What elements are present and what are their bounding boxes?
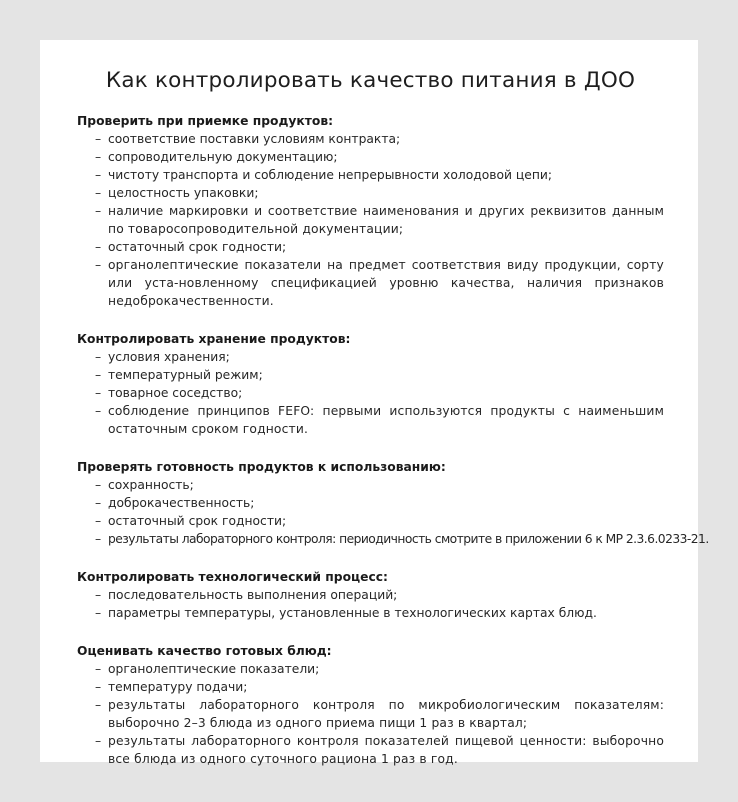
list-item-text: целостность упаковки; (108, 186, 259, 200)
dash-bullet: – (95, 496, 102, 510)
section-readiness (77, 458, 709, 548)
section-acceptance (77, 112, 664, 310)
section-heading: Проверить при приемке продуктов: (77, 114, 334, 128)
dash-bullet: – (95, 132, 102, 146)
list-item-text: параметры температуры, установленные в технологических картах блюд. (108, 606, 597, 620)
list-item-text: соблюдение принципов FEFO: первыми используются продукты с наименьшим остаточным сроком годности. (108, 404, 664, 436)
section-heading: Проверять готовность продуктов к использованию: (77, 460, 446, 474)
dash-bullet: – (95, 386, 102, 400)
list-item (95, 402, 664, 438)
item-list (77, 476, 709, 548)
item-list (77, 660, 664, 768)
list-item-text: товарное соседство; (108, 386, 243, 400)
dash-bullet: – (95, 478, 102, 492)
dash-bullet: – (95, 734, 102, 748)
dash-bullet: – (95, 698, 102, 712)
list-item-text: результаты лабораторного контроля показателей пищевой ценности: выборочно все блюда из одного суточного рациона 1 раз в год. (108, 734, 664, 766)
dash-bullet: – (95, 186, 102, 200)
dash-bullet: – (95, 168, 102, 182)
list-item (95, 256, 664, 310)
list-item-text: последовательность выполнения операций; (108, 588, 398, 602)
list-item-text: остаточный срок годности; (108, 240, 287, 254)
list-item (95, 348, 664, 366)
list-item (95, 512, 664, 530)
section-heading: Оценивать качество готовых блюд: (77, 644, 332, 658)
list-item-text: температурный режим; (108, 368, 263, 382)
dash-bullet: – (95, 404, 102, 418)
section-storage (77, 330, 664, 438)
list-item-text: температуру подачи; (108, 680, 248, 694)
section-heading: Контролировать хранение продуктов: (77, 332, 351, 346)
list-item (95, 366, 664, 384)
section-heading: Контролировать технологический процесс: (77, 570, 388, 584)
dash-bullet: – (95, 532, 102, 546)
list-item (95, 184, 664, 202)
list-item-text: условия хранения; (108, 350, 230, 364)
list-item-text: сохранность; (108, 478, 194, 492)
item-list (77, 586, 664, 622)
dash-bullet: – (95, 680, 102, 694)
dash-bullet: – (95, 258, 102, 272)
page-title: Как контролировать качество питания в ДОО (105, 68, 636, 93)
list-item-text: чистоту транспорта и соблюдение непрерывности холодовой цепи; (108, 168, 553, 182)
list-item (95, 678, 664, 696)
list-item-text: органолептические показатели; (108, 662, 320, 676)
list-item-text: соответствие поставки условиям контракта; (108, 132, 401, 146)
dash-bullet: – (95, 150, 102, 164)
list-item-text: сопроводительную документацию; (108, 150, 338, 164)
dash-bullet: – (95, 606, 102, 620)
list-item (95, 732, 664, 768)
list-item (95, 660, 664, 678)
list-item (95, 494, 664, 512)
list-item (95, 696, 664, 732)
list-item (95, 238, 664, 256)
item-list (77, 348, 664, 438)
list-item (95, 148, 664, 166)
list-item (95, 202, 664, 238)
list-item (95, 586, 664, 604)
dash-bullet: – (95, 368, 102, 382)
list-item-text: остаточный срок годности; (108, 514, 287, 528)
list-item (95, 130, 664, 148)
list-item-text: результаты лабораторного контроля: периодичность смотрите в приложении 6 к МР 2.3.6.0233-21. (108, 532, 709, 546)
sections-container (77, 112, 709, 768)
list-item (95, 384, 664, 402)
dash-bullet: – (95, 514, 102, 528)
dash-bullet: – (95, 662, 102, 676)
dash-bullet: – (95, 350, 102, 364)
list-item (95, 476, 664, 494)
dash-bullet: – (95, 588, 102, 602)
list-item-text: органолептические показатели на предмет соответствия виду продукции, сорту или уста-новленному спецификацией уровню качества, наличия признаков недоброкачественности. (108, 258, 664, 308)
list-item-text: наличие маркировки и соответствие наименования и других реквизитов данным по товаросопроводительной документации; (108, 204, 664, 236)
section-process (77, 568, 664, 622)
dash-bullet: – (95, 240, 102, 254)
item-list (77, 130, 664, 310)
dash-bullet: – (95, 204, 102, 218)
list-item (95, 166, 664, 184)
section-ready-dishes (77, 642, 664, 768)
list-item (95, 604, 664, 622)
document-card (40, 40, 709, 766)
list-item (95, 530, 709, 548)
list-item-text: доброкачественность; (108, 496, 255, 510)
list-item-text: результаты лабораторного контроля по микробиологическим показателям: выборочно 2–3 блюда из одного приема пищи 1 раз в квартал; (108, 698, 664, 730)
